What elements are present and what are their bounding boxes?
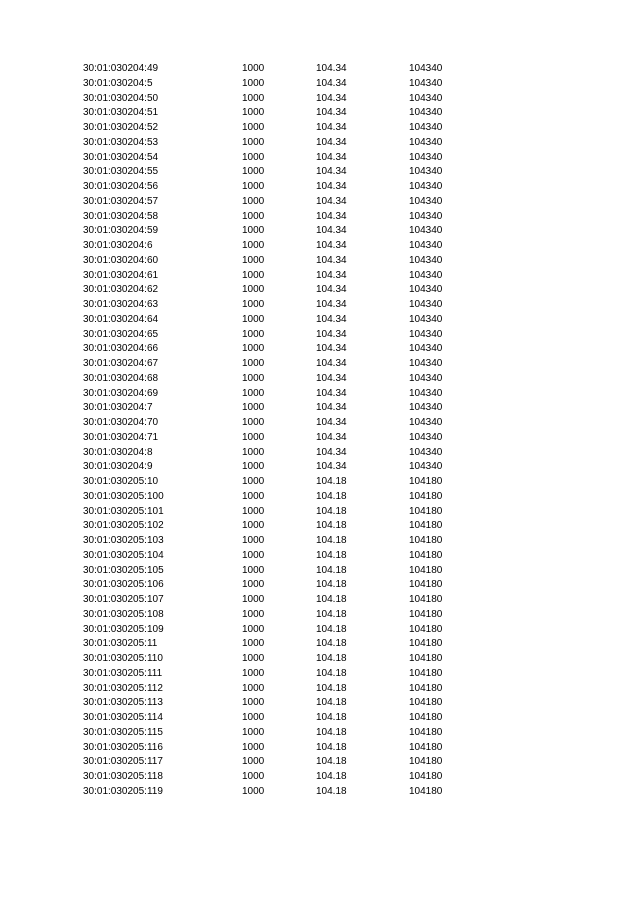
cadastral-number-cell: 30:01:030204:52 bbox=[83, 122, 159, 133]
cadastral-number-cell: 30:01:030204:71 bbox=[83, 431, 159, 443]
quantity-cell: 1000 bbox=[242, 63, 265, 74]
total-cell: 104340 bbox=[409, 195, 443, 207]
table-row bbox=[0, 785, 640, 800]
price-cell: 104.18 bbox=[316, 712, 347, 723]
total-cell: 104180 bbox=[409, 697, 443, 709]
quantity-cell: 1000 bbox=[242, 254, 265, 266]
price-cell: 104.34 bbox=[316, 166, 347, 178]
quantity-cell: 1000 bbox=[242, 579, 265, 591]
table-row bbox=[0, 269, 640, 284]
quantity-cell: 1000 bbox=[242, 446, 265, 458]
cadastral-number-cell: 30:01:030205:101 bbox=[83, 505, 164, 517]
total-cell: 104180 bbox=[409, 564, 443, 576]
table-row bbox=[0, 342, 640, 357]
cadastral-number-cell: 30:01:030204:56 bbox=[83, 181, 159, 192]
cadastral-number-cell: 30:01:030205:114 bbox=[83, 712, 163, 723]
quantity-cell: 1000 bbox=[242, 476, 265, 487]
cadastral-number-cell: 30:01:030204:58 bbox=[83, 210, 159, 222]
table-row bbox=[0, 711, 640, 726]
quantity-cell: 1000 bbox=[242, 358, 265, 369]
table-row bbox=[0, 92, 640, 107]
price-cell: 104.34 bbox=[316, 313, 347, 325]
quantity-cell: 1000 bbox=[242, 195, 265, 207]
quantity-cell: 1000 bbox=[242, 564, 265, 576]
cadastral-number-cell: 30:01:030205:108 bbox=[83, 608, 164, 620]
cadastral-number-cell: 30:01:030204:69 bbox=[83, 387, 159, 399]
total-cell: 104340 bbox=[409, 151, 443, 163]
table-row bbox=[0, 283, 640, 298]
total-cell: 104180 bbox=[409, 741, 443, 753]
quantity-cell: 1000 bbox=[242, 741, 265, 753]
table-row bbox=[0, 62, 640, 77]
quantity-cell: 1000 bbox=[242, 431, 265, 443]
table-row bbox=[0, 239, 640, 254]
price-cell: 104.34 bbox=[316, 122, 347, 133]
price-cell: 104.18 bbox=[316, 756, 347, 768]
price-cell: 104.18 bbox=[316, 490, 347, 502]
total-cell: 104340 bbox=[409, 402, 443, 414]
cadastral-number-cell: 30:01:030205:10 bbox=[83, 476, 159, 487]
price-cell: 104.34 bbox=[316, 284, 347, 296]
cadastral-number-cell: 30:01:030204:51 bbox=[83, 107, 159, 119]
price-cell: 104.18 bbox=[316, 564, 347, 576]
total-cell: 104340 bbox=[409, 269, 443, 281]
total-cell: 104180 bbox=[409, 505, 443, 517]
total-cell: 104340 bbox=[409, 181, 443, 192]
total-cell: 104180 bbox=[409, 476, 443, 487]
total-cell: 104340 bbox=[409, 284, 443, 296]
total-cell: 104340 bbox=[409, 63, 443, 74]
price-cell: 104.34 bbox=[316, 269, 347, 281]
table-row bbox=[0, 401, 640, 416]
price-cell: 104.34 bbox=[316, 136, 347, 148]
price-cell: 104.34 bbox=[316, 431, 347, 443]
total-cell: 104180 bbox=[409, 756, 443, 768]
quantity-cell: 1000 bbox=[242, 299, 265, 310]
table-row bbox=[0, 519, 640, 534]
cadastral-number-cell: 30:01:030205:100 bbox=[83, 490, 164, 502]
total-cell: 104340 bbox=[409, 210, 443, 222]
price-cell: 104.34 bbox=[316, 343, 347, 355]
table-row bbox=[0, 106, 640, 121]
price-cell: 104.18 bbox=[316, 608, 347, 620]
quantity-cell: 1000 bbox=[242, 136, 265, 148]
price-cell: 104.34 bbox=[316, 195, 347, 207]
price-cell: 104.18 bbox=[316, 653, 347, 664]
price-cell: 104.18 bbox=[316, 638, 347, 650]
table-row bbox=[0, 652, 640, 667]
quantity-cell: 1000 bbox=[242, 505, 265, 517]
table-row bbox=[0, 460, 640, 475]
quantity-cell: 1000 bbox=[242, 328, 265, 340]
quantity-cell: 1000 bbox=[242, 638, 265, 650]
quantity-cell: 1000 bbox=[242, 490, 265, 502]
cadastral-number-cell: 30:01:030205:106 bbox=[83, 579, 164, 591]
quantity-cell: 1000 bbox=[242, 402, 265, 414]
quantity-cell: 1000 bbox=[242, 726, 265, 738]
quantity-cell: 1000 bbox=[242, 653, 265, 664]
table-row bbox=[0, 564, 640, 579]
total-cell: 104340 bbox=[409, 372, 443, 384]
table-row bbox=[0, 593, 640, 608]
table-row bbox=[0, 77, 640, 92]
price-cell: 104.18 bbox=[316, 726, 347, 738]
table-row bbox=[0, 313, 640, 328]
table-row bbox=[0, 549, 640, 564]
price-cell: 104.18 bbox=[316, 667, 347, 679]
cadastral-number-cell: 30:01:030205:116 bbox=[83, 741, 163, 753]
price-cell: 104.34 bbox=[316, 240, 347, 251]
quantity-cell: 1000 bbox=[242, 682, 265, 694]
cadastral-number-cell: 30:01:030205:111 bbox=[83, 667, 163, 679]
table-row bbox=[0, 416, 640, 431]
cadastral-number-cell: 30:01:030204:68 bbox=[83, 372, 159, 384]
cadastral-number-cell: 30:01:030204:9 bbox=[83, 461, 153, 473]
table-row bbox=[0, 446, 640, 461]
total-cell: 104340 bbox=[409, 92, 443, 104]
table-row bbox=[0, 770, 640, 785]
table-row bbox=[0, 475, 640, 490]
cadastral-number-cell: 30:01:030204:60 bbox=[83, 254, 159, 266]
price-cell: 104.34 bbox=[316, 254, 347, 266]
total-cell: 104180 bbox=[409, 712, 443, 723]
total-cell: 104340 bbox=[409, 254, 443, 266]
table-row bbox=[0, 637, 640, 652]
price-cell: 104.18 bbox=[316, 505, 347, 517]
data-table bbox=[0, 62, 640, 800]
total-cell: 104180 bbox=[409, 785, 443, 797]
quantity-cell: 1000 bbox=[242, 210, 265, 222]
table-row bbox=[0, 151, 640, 166]
table-row bbox=[0, 224, 640, 239]
cadastral-number-cell: 30:01:030205:105 bbox=[83, 564, 164, 576]
quantity-cell: 1000 bbox=[242, 712, 265, 723]
cadastral-number-cell: 30:01:030205:107 bbox=[83, 594, 164, 605]
table-row bbox=[0, 431, 640, 446]
cadastral-number-cell: 30:01:030205:104 bbox=[83, 549, 164, 561]
table-row bbox=[0, 210, 640, 225]
cadastral-number-cell: 30:01:030204:55 bbox=[83, 166, 159, 178]
total-cell: 104180 bbox=[409, 579, 443, 591]
price-cell: 104.18 bbox=[316, 579, 347, 591]
total-cell: 104340 bbox=[409, 417, 443, 428]
total-cell: 104180 bbox=[409, 638, 443, 650]
total-cell: 104340 bbox=[409, 122, 443, 133]
quantity-cell: 1000 bbox=[242, 92, 265, 104]
price-cell: 104.34 bbox=[316, 210, 347, 222]
table-row bbox=[0, 298, 640, 313]
table-row bbox=[0, 490, 640, 505]
cadastral-number-cell: 30:01:030204:61 bbox=[83, 269, 159, 281]
total-cell: 104180 bbox=[409, 549, 443, 561]
cadastral-number-cell: 30:01:030205:109 bbox=[83, 623, 164, 635]
table-row bbox=[0, 254, 640, 269]
price-cell: 104.34 bbox=[316, 402, 347, 414]
table-row bbox=[0, 696, 640, 711]
quantity-cell: 1000 bbox=[242, 535, 265, 546]
table-row bbox=[0, 726, 640, 741]
price-cell: 104.34 bbox=[316, 461, 347, 473]
total-cell: 104340 bbox=[409, 343, 443, 355]
price-cell: 104.34 bbox=[316, 358, 347, 369]
table-row bbox=[0, 165, 640, 180]
price-cell: 104.34 bbox=[316, 63, 347, 74]
table-row bbox=[0, 534, 640, 549]
total-cell: 104180 bbox=[409, 623, 443, 635]
cadastral-number-cell: 30:01:030204:7 bbox=[83, 402, 153, 414]
price-cell: 104.34 bbox=[316, 225, 347, 237]
price-cell: 104.34 bbox=[316, 77, 347, 89]
quantity-cell: 1000 bbox=[242, 107, 265, 119]
cadastral-number-cell: 30:01:030205:113 bbox=[83, 697, 163, 709]
quantity-cell: 1000 bbox=[242, 520, 265, 532]
cadastral-number-cell: 30:01:030204:66 bbox=[83, 343, 159, 355]
table-row bbox=[0, 180, 640, 195]
price-cell: 104.18 bbox=[316, 520, 347, 532]
total-cell: 104180 bbox=[409, 520, 443, 532]
table-row bbox=[0, 505, 640, 520]
price-cell: 104.34 bbox=[316, 92, 347, 104]
quantity-cell: 1000 bbox=[242, 667, 265, 679]
table-row bbox=[0, 667, 640, 682]
quantity-cell: 1000 bbox=[242, 594, 265, 605]
cadastral-number-cell: 30:01:030204:8 bbox=[83, 446, 153, 458]
total-cell: 104340 bbox=[409, 313, 443, 325]
quantity-cell: 1000 bbox=[242, 461, 265, 473]
quantity-cell: 1000 bbox=[242, 771, 265, 782]
cadastral-number-cell: 30:01:030204:53 bbox=[83, 136, 159, 148]
price-cell: 104.34 bbox=[316, 299, 347, 310]
table-row bbox=[0, 387, 640, 402]
price-cell: 104.18 bbox=[316, 623, 347, 635]
table-row bbox=[0, 741, 640, 756]
cadastral-number-cell: 30:01:030204:70 bbox=[83, 417, 159, 428]
cadastral-number-cell: 30:01:030205:117 bbox=[83, 756, 163, 768]
price-cell: 104.34 bbox=[316, 387, 347, 399]
total-cell: 104340 bbox=[409, 240, 443, 251]
quantity-cell: 1000 bbox=[242, 77, 265, 89]
table-row bbox=[0, 623, 640, 638]
cadastral-number-cell: 30:01:030205:102 bbox=[83, 520, 164, 532]
quantity-cell: 1000 bbox=[242, 417, 265, 428]
total-cell: 104180 bbox=[409, 771, 443, 782]
table-row bbox=[0, 136, 640, 151]
table-row bbox=[0, 578, 640, 593]
price-cell: 104.34 bbox=[316, 372, 347, 384]
cadastral-number-cell: 30:01:030205:110 bbox=[83, 653, 163, 664]
price-cell: 104.18 bbox=[316, 535, 347, 546]
quantity-cell: 1000 bbox=[242, 608, 265, 620]
total-cell: 104340 bbox=[409, 431, 443, 443]
cadastral-number-cell: 30:01:030205:112 bbox=[83, 682, 163, 694]
table-row bbox=[0, 755, 640, 770]
price-cell: 104.34 bbox=[316, 181, 347, 192]
quantity-cell: 1000 bbox=[242, 284, 265, 296]
quantity-cell: 1000 bbox=[242, 151, 265, 163]
total-cell: 104340 bbox=[409, 77, 443, 89]
cadastral-number-cell: 30:01:030205:11 bbox=[83, 638, 158, 650]
total-cell: 104180 bbox=[409, 594, 443, 605]
total-cell: 104340 bbox=[409, 136, 443, 148]
cadastral-number-cell: 30:01:030204:62 bbox=[83, 284, 159, 296]
cadastral-number-cell: 30:01:030204:63 bbox=[83, 299, 159, 310]
table-row bbox=[0, 372, 640, 387]
price-cell: 104.18 bbox=[316, 771, 347, 782]
quantity-cell: 1000 bbox=[242, 122, 265, 133]
price-cell: 104.18 bbox=[316, 476, 347, 487]
table-row bbox=[0, 121, 640, 136]
cadastral-number-cell: 30:01:030204:65 bbox=[83, 328, 159, 340]
cadastral-number-cell: 30:01:030205:103 bbox=[83, 535, 164, 546]
cadastral-number-cell: 30:01:030204:57 bbox=[83, 195, 159, 207]
price-cell: 104.34 bbox=[316, 151, 347, 163]
cadastral-number-cell: 30:01:030204:49 bbox=[83, 63, 159, 74]
cadastral-number-cell: 30:01:030204:50 bbox=[83, 92, 159, 104]
price-cell: 104.18 bbox=[316, 785, 347, 797]
total-cell: 104180 bbox=[409, 490, 443, 502]
table-row bbox=[0, 328, 640, 343]
cadastral-number-cell: 30:01:030204:64 bbox=[83, 313, 159, 325]
quantity-cell: 1000 bbox=[242, 623, 265, 635]
price-cell: 104.18 bbox=[316, 594, 347, 605]
quantity-cell: 1000 bbox=[242, 549, 265, 561]
total-cell: 104340 bbox=[409, 446, 443, 458]
price-cell: 104.18 bbox=[316, 697, 347, 709]
total-cell: 104180 bbox=[409, 608, 443, 620]
price-cell: 104.34 bbox=[316, 446, 347, 458]
total-cell: 104180 bbox=[409, 535, 443, 546]
quantity-cell: 1000 bbox=[242, 343, 265, 355]
total-cell: 104180 bbox=[409, 682, 443, 694]
table-row bbox=[0, 195, 640, 210]
cadastral-number-cell: 30:01:030204:6 bbox=[83, 240, 153, 251]
total-cell: 104340 bbox=[409, 107, 443, 119]
quantity-cell: 1000 bbox=[242, 240, 265, 251]
total-cell: 104340 bbox=[409, 328, 443, 340]
cadastral-number-cell: 30:01:030204:54 bbox=[83, 151, 159, 163]
quantity-cell: 1000 bbox=[242, 785, 265, 797]
table-row bbox=[0, 682, 640, 697]
price-cell: 104.18 bbox=[316, 549, 347, 561]
quantity-cell: 1000 bbox=[242, 697, 265, 709]
total-cell: 104340 bbox=[409, 461, 443, 473]
total-cell: 104180 bbox=[409, 726, 443, 738]
cadastral-number-cell: 30:01:030204:67 bbox=[83, 358, 159, 369]
quantity-cell: 1000 bbox=[242, 269, 265, 281]
cadastral-number-cell: 30:01:030205:118 bbox=[83, 771, 163, 782]
total-cell: 104340 bbox=[409, 387, 443, 399]
cadastral-number-cell: 30:01:030205:119 bbox=[83, 785, 163, 797]
total-cell: 104340 bbox=[409, 166, 443, 178]
total-cell: 104340 bbox=[409, 358, 443, 369]
quantity-cell: 1000 bbox=[242, 756, 265, 768]
total-cell: 104340 bbox=[409, 225, 443, 237]
cadastral-number-cell: 30:01:030204:59 bbox=[83, 225, 159, 237]
table-row bbox=[0, 357, 640, 372]
total-cell: 104180 bbox=[409, 653, 443, 664]
cadastral-number-cell: 30:01:030205:115 bbox=[83, 726, 163, 738]
quantity-cell: 1000 bbox=[242, 387, 265, 399]
total-cell: 104340 bbox=[409, 299, 443, 310]
total-cell: 104180 bbox=[409, 667, 443, 679]
table-row bbox=[0, 608, 640, 623]
cadastral-number-cell: 30:01:030204:5 bbox=[83, 77, 153, 89]
price-cell: 104.34 bbox=[316, 417, 347, 428]
price-cell: 104.18 bbox=[316, 682, 347, 694]
quantity-cell: 1000 bbox=[242, 166, 265, 178]
quantity-cell: 1000 bbox=[242, 372, 265, 384]
price-cell: 104.34 bbox=[316, 328, 347, 340]
quantity-cell: 1000 bbox=[242, 181, 265, 192]
price-cell: 104.18 bbox=[316, 741, 347, 753]
quantity-cell: 1000 bbox=[242, 313, 265, 325]
price-cell: 104.34 bbox=[316, 107, 347, 119]
quantity-cell: 1000 bbox=[242, 225, 265, 237]
